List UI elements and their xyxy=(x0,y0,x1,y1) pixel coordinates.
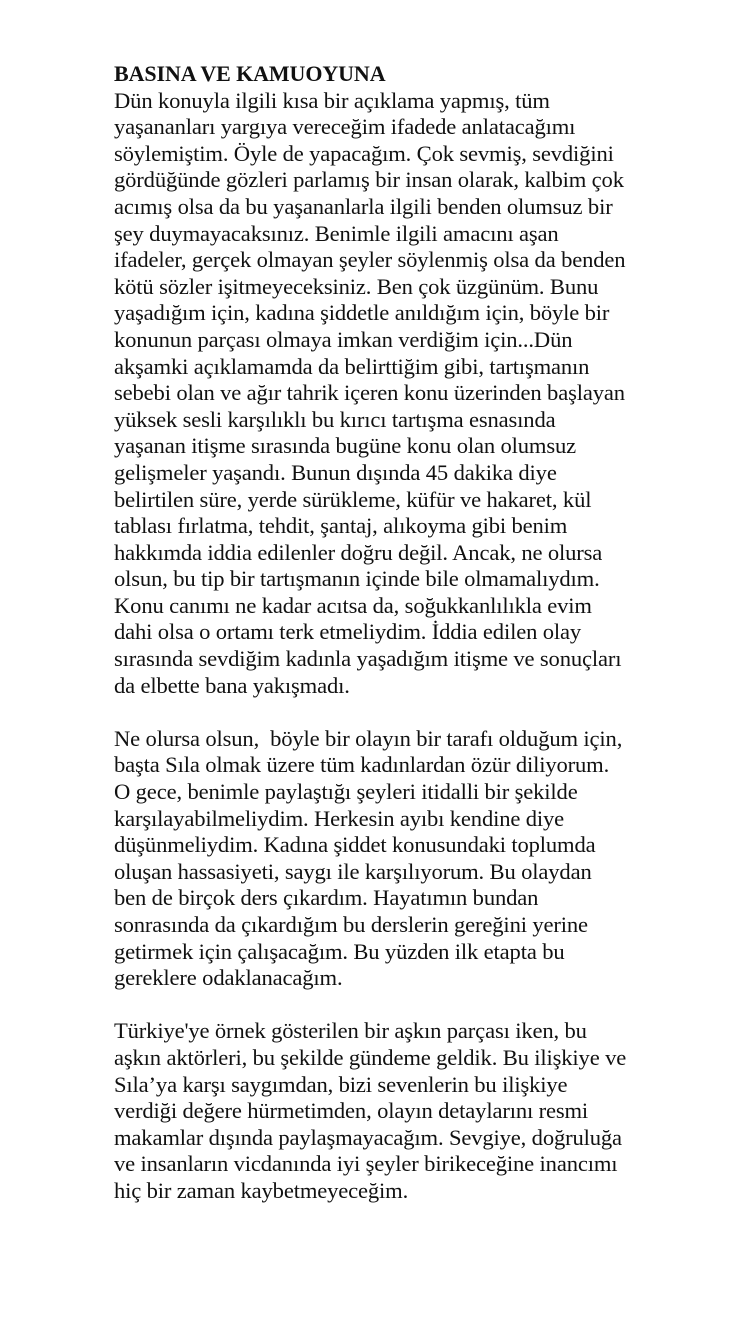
text-line: hakkımda iddia edilenler doğru değil. Ancak, ne olursa xyxy=(114,539,603,565)
text-line: gördüğünde gözleri parlamış bir insan olarak, kalbim çok xyxy=(114,167,624,193)
text-line: ve insanların vicdanında iyi şeyler birikeceğine inancımı xyxy=(114,1151,618,1177)
text-line: verdiği değere hürmetimden, olayın detaylarını resmi xyxy=(114,1098,589,1124)
text-line: acımış olsa da bu yaşananlarla ilgili benden olumsuz bir xyxy=(114,193,613,219)
text-line: dahi olsa o ortamı terk etmeliydim. İddia edilen olay xyxy=(114,619,582,645)
text-line: yaşanan itişme sırasında bugüne konu olan olumsuz xyxy=(114,433,577,459)
paragraph-spacer xyxy=(114,699,734,726)
paragraph-2 xyxy=(114,726,734,992)
paragraph-spacer xyxy=(114,992,734,1019)
text-line: da elbette bana yakışmadı. xyxy=(114,672,350,698)
text-line: hiç bir zaman kaybetmeyeceğim. xyxy=(114,1177,409,1203)
statement-document xyxy=(114,61,734,1205)
document-title: BASINA VE KAMUOYUNA xyxy=(114,61,386,86)
text-line: Konu canımı ne kadar acıtsa da, soğukkanlılıkla evim xyxy=(114,592,592,618)
text-line: oluşan hassasiyeti, saygı ile karşılıyorum. Bu olaydan xyxy=(114,858,592,884)
text-line: Türkiye'ye örnek gösterilen bir aşkın parçası iken, bu xyxy=(114,1018,587,1044)
text-line: makamlar dışında paylaşmayacağım. Sevgiye, doğruluğa xyxy=(114,1124,622,1150)
text-line: yaşadığım için, kadına şiddetle anıldığım için, böyle bir xyxy=(114,300,610,326)
text-line: gelişmeler yaşandı. Bunun dışında 45 dakika diye xyxy=(114,459,557,485)
text-line: sebebi olan ve ağır tahrik içeren konu üzerinden başlayan xyxy=(114,380,625,406)
text-line: Ne olursa olsun, böyle bir olayın bir tarafı olduğum için, xyxy=(114,725,623,751)
text-line: olsun, bu tip bir tartışmanın içinde bile olmamalıydım. xyxy=(114,566,600,592)
text-line: yaşananları yargıya vereceğim ifadede anlatacağımı xyxy=(114,114,576,140)
text-line: şey duymayacaksınız. Benimle ilgili amacını aşan xyxy=(114,220,559,246)
text-line: akşamki açıklamamda da belirttiğim gibi, tartışmanın xyxy=(114,353,590,379)
text-line: ben de birçok ders çıkardım. Hayatımın bundan xyxy=(114,885,539,911)
text-line: sonrasında da çıkardığım bu derslerin gereğini yerine xyxy=(114,912,588,937)
text-line: kötü sözler işitmeyeceksiniz. Ben çok üzgünüm. Bunu xyxy=(114,273,599,299)
text-line: aşkın aktörleri, bu şekilde gündeme geldik. Bu ilişkiye ve xyxy=(114,1044,627,1070)
text-line: gereklere odaklanacağım. xyxy=(114,965,343,991)
text-line: getirmek için çalışacağım. Bu yüzden ilk etapta bu xyxy=(114,938,565,964)
text-line: düşünmeliydim. Kadına şiddet konusundaki toplumda xyxy=(114,832,596,858)
text-line: Dün konuyla ilgili kısa bir açıklama yapmış, tüm xyxy=(114,87,550,113)
text-line: O gece, benimle paylaştığı şeyleri itidalli bir şekilde xyxy=(114,779,578,805)
text-line: yüksek sesli karşılıklı bu kırıcı tartışma esnasında xyxy=(114,406,556,432)
text-line: tablası fırlatma, tehdit, şantaj, alıkoyma gibi benim xyxy=(114,513,568,539)
text-line: belirtilen süre, yerde sürükleme, küfür ve hakaret, kül xyxy=(114,486,592,512)
paragraph-3 xyxy=(114,1018,734,1204)
text-line: Sıla’ya karşı saygımdan, bizi sevenlerin bu ilişkiye xyxy=(114,1071,568,1097)
text-line: ifadeler, gerçek olmayan şeyler söylenmiş olsa da benden xyxy=(114,247,626,273)
text-line: söylemiştim. Öyle de yapacağım. Çok sevmiş, sevdiğini xyxy=(114,140,614,166)
paragraph-1 xyxy=(114,88,734,700)
text-line: karşılayabilmeliydim. Herkesin ayıbı kendine diye xyxy=(114,805,565,831)
text-line: başta Sıla olmak üzere tüm kadınlardan özür diliyorum. xyxy=(114,752,610,778)
text-line: sırasında sevdiğim kadınla yaşadığım itişme ve sonuçları xyxy=(114,646,622,672)
text-line: konunun parçası olmaya imkan verdiğim için...Dün xyxy=(114,326,573,352)
